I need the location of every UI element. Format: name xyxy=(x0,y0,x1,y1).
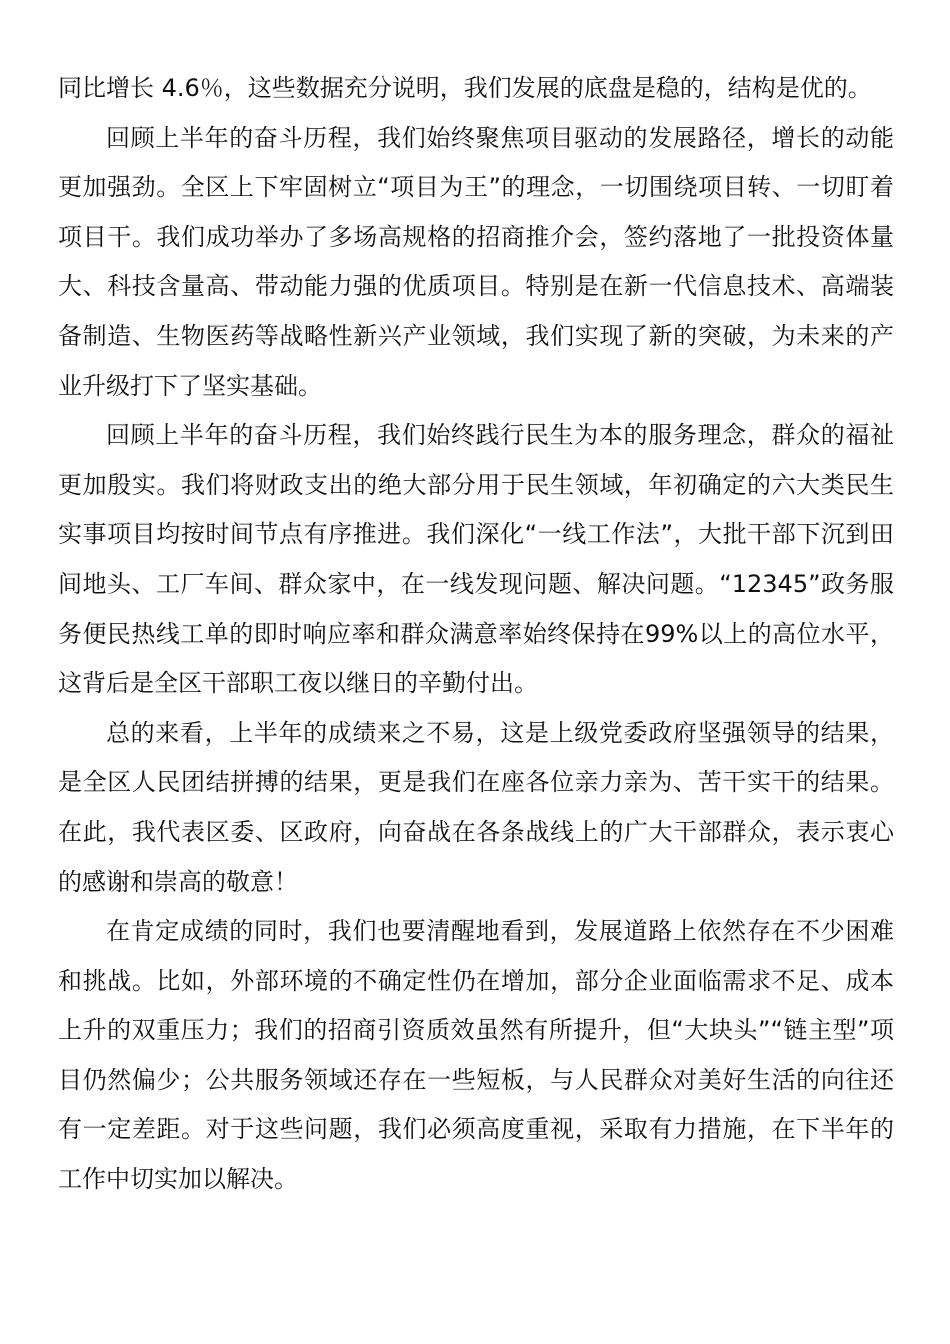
document-body xyxy=(58,64,894,1205)
paragraph-challenges: 在肯定成绩的同时，我们也要清醒地看到，发展道路上依然存在不少困难和挑战。比如，外部环境的不确定性仍在增加，部分企业面临需求不足、成本上升的双重压力；我们的招商引资质效虽然有所提升，但“大块头”“链主型”项目仍然偏少；公共服务领域还存在一些短板，与人民群众对美好生活的向往还有一定差距。对于这些问题，我们必须高度重视，采取有力措施，在下半年的工作中切实加以解决。 xyxy=(58,917,894,1194)
paragraph-summary: 总的来看，上半年的成绩来之不易，这是上级党委政府坚强领导的结果，是全区人民团结拼搏的结果，更是我们在座各位亲力亲为、苦干实干的结果。在此，我代表区委、区政府，向奋战在各条战线上的广大干部群众，表示衷心的感谢和崇高的敬意！ xyxy=(58,718,894,896)
paragraph-continued: 同比增长 4.6％，这些数据充分说明，我们发展的底盘是稳的，结构是优的。 xyxy=(58,74,872,102)
paragraph-project-driven: 回顾上半年的奋斗历程，我们始终聚焦项目驱动的发展路径，增长的动能更加强劲。全区上下牢固树立“项目为王”的理念，一切围绕项目转、一切盯着项目干。我们成功举办了多场高规格的招商推介会，签约落地了一批投资体量大、科技含量高、带动能力强的优质项目。特别是在新一代信息技术、高端装备制造、生物医药等战略性新兴产业领域，我们实现了新的突破，为未来的产业升级打下了坚实基础。 xyxy=(58,123,894,400)
paragraph-livelihood: 回顾上半年的奋斗历程，我们始终践行民生为本的服务理念，群众的福祉更加殷实。我们将财政支出的绝大部分用于民生领域，年初确定的六大类民生实事项目均按时间节点有序推进。我们深化“一线工作法”，大批干部下沉到田间地头、工厂车间、群众家中，在一线发现问题、解决问题。“12345”政务服务便民热线工单的即时响应率和群众满意率始终保持在99%以上的高位水平，这背后是全区干部职工夜以继日的辛勤付出。 xyxy=(58,421,894,698)
